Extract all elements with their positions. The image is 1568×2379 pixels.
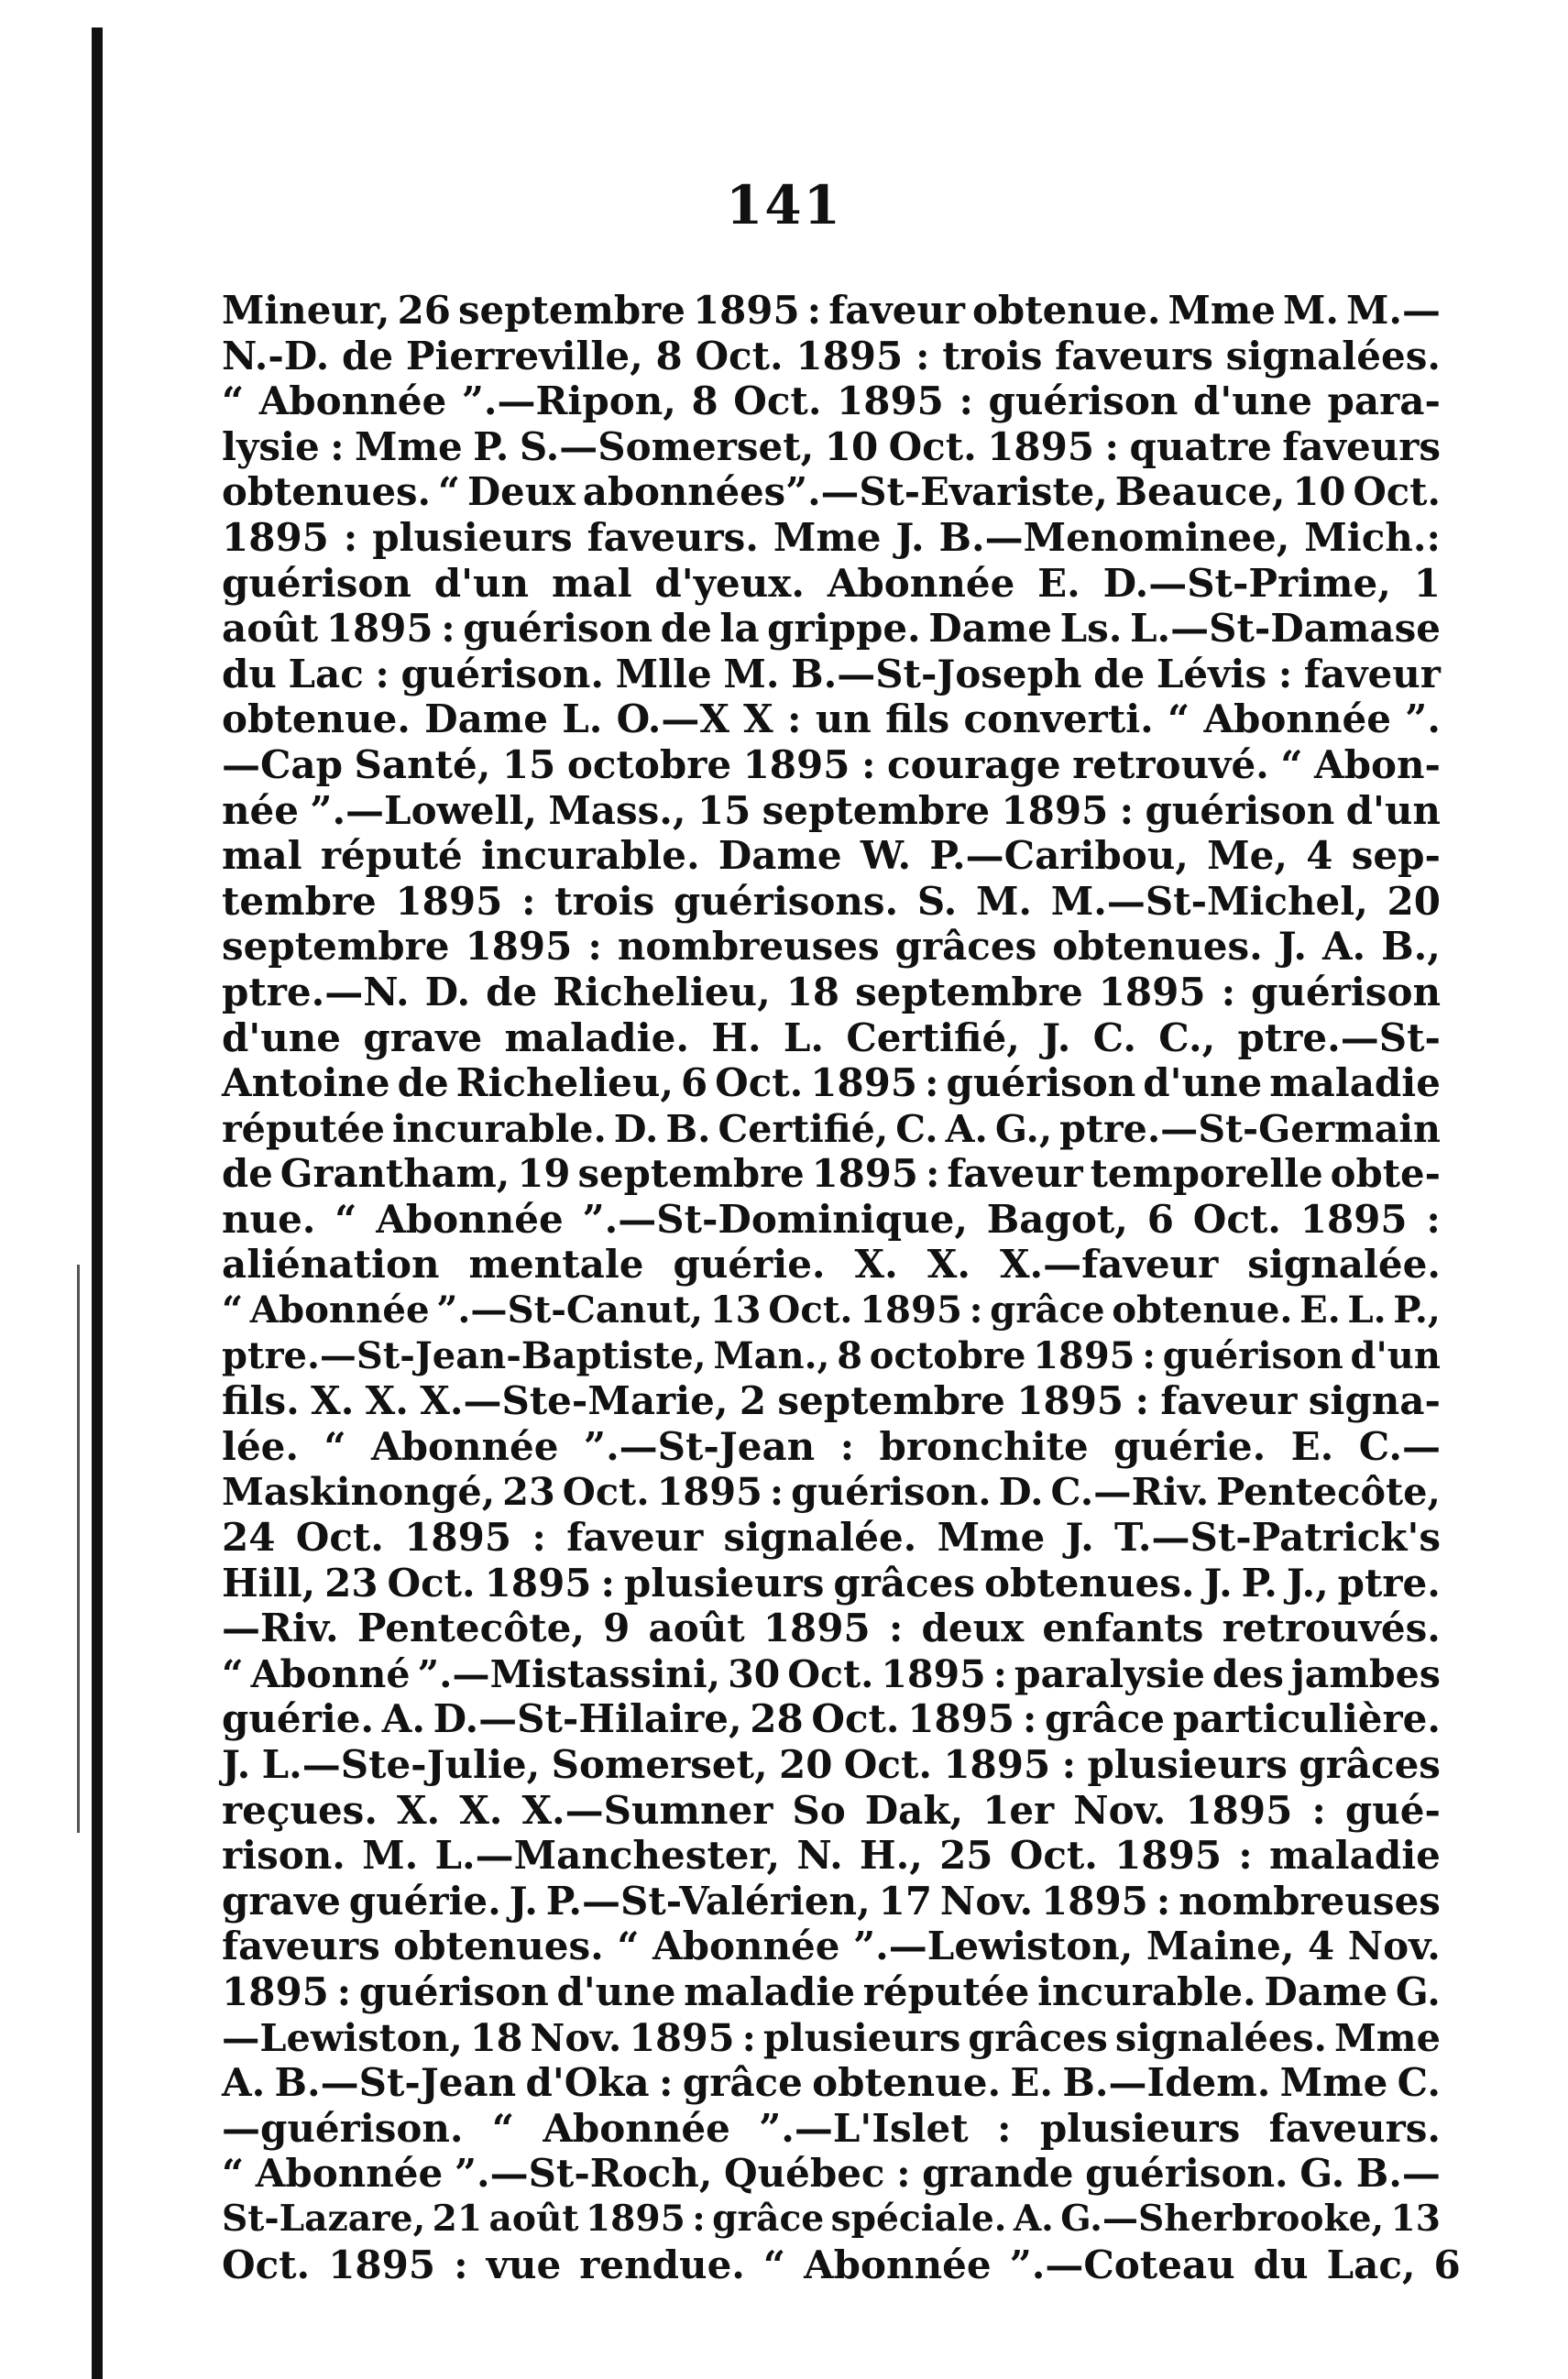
text-line: 1895 : plusieurs faveurs. Mme J. B.—Menominee, Mich.: [222,514,1441,560]
text-line: faveurs obtenues. “ Abonnée ”.—Lewiston, Maine, 4 Nov. [222,1924,1441,1969]
text-line: reçues. X. X. X.—Sumner So Dak, 1er Nov. 1895 : gué- [222,1787,1441,1833]
text-line: Antoine de Richelieu, 6 Oct. 1895 : guérison d'une maladie [222,1060,1441,1106]
text-line: lysie : Mme P. S.—Somerset, 10 Oct. 1895 : quatre faveurs [222,423,1441,469]
text-line: “ Abonnée ”.—Ripon, 8 Oct. 1895 : guérison d'une para- [222,378,1441,424]
body-text [222,288,1461,2287]
text-line: rison. M. L.—Manchester, N. H., 25 Oct. 1895 : maladie [222,1833,1441,1879]
text-line: —Lewiston, 18 Nov. 1895 : plusieurs grâces signalées. Mme [222,2014,1441,2060]
binding-shadow [77,1265,80,1833]
binding-edge [92,27,103,2379]
text-line: mal réputé incurable. Dame W. P.—Caribou, Me, 4 sep- [222,833,1441,879]
text-line: obtenues. “ Deux abonnées”.—St-Evariste, Beauce, 10 Oct. [222,469,1441,515]
text-line: Maskinongé, 23 Oct. 1895 : guérison. D. C.—Riv. Pentecôte, [222,1469,1441,1515]
text-line: J. L.—Ste-Julie, Somerset, 20 Oct. 1895 : plusieurs grâces [222,1742,1441,1787]
text-line: née ”.—Lowell, Mass., 15 septembre 1895 : guérison d'un [222,787,1441,833]
text-line: Oct. 1895 : vue rendue. “ Abonnée ”.—Coteau du Lac, 6 [222,2242,1461,2287]
text-line: Mineur, 26 septembre 1895 : faveur obtenue. Mme M. M.— [222,288,1441,333]
text-line: —Cap Santé, 15 octobre 1895 : courage retrouvé. “ Abon- [222,741,1441,787]
text-line: obtenue. Dame L. O.—X X : un fils converti. “ Abonnée ”. [222,696,1441,742]
text-line: fils. X. X. X.—Ste-Marie, 2 septembre 1895 : faveur signa- [222,1378,1441,1424]
text-line: “ Abonnée ”.—St-Canut, 13 Oct. 1895 : grâce obtenue. E. L. P., [222,1288,1441,1332]
page-number: 141 [725,174,843,236]
text-line: lée. “ Abonnée ”.—St-Jean : bronchite guérie. E. C.— [222,1423,1441,1469]
text-line: A. B.—St-Jean d'Oka : grâce obtenue. E. B.—Idem. Mme C. [222,2060,1441,2106]
text-line: ptre.—N. D. de Richelieu, 18 septembre 1895 : guérison [222,969,1441,1014]
text-line: “ Abonné ”.—Mistassini, 30 Oct. 1895 : paralysie des jambes [222,1650,1441,1696]
text-line: Hill, 23 Oct. 1895 : plusieurs grâces obtenues. J. P. J., ptre. [222,1560,1441,1606]
text-line: St-Lazare, 21 août 1895 : grâce spéciale. A. G.—Sherbrooke, 13 [222,2197,1441,2240]
text-line: août 1895 : guérison de la grippe. Dame Ls. L.—St-Damase [222,606,1441,652]
text-line: 24 Oct. 1895 : faveur signalée. Mme J. T.—St-Patrick's [222,1515,1441,1561]
text-line: —Riv. Pentecôte, 9 août 1895 : deux enfants retrouvés. [222,1606,1441,1651]
text-line: aliénation mentale guérie. X. X. X.—faveur signalée. [222,1242,1441,1288]
text-line: réputée incurable. D. B. Certifié, C. A. G., ptre.—St-Germain [222,1105,1441,1151]
text-line: ptre.—St-Jean-Baptiste, Man., 8 octobre 1895 : guérison d'un [222,1333,1441,1377]
text-line: guérie. A. D.—St-Hilaire, 28 Oct. 1895 : grâce particulière. [222,1696,1441,1742]
text-line: tembre 1895 : trois guérisons. S. M. M.—St-Michel, 20 [222,878,1441,924]
text-line: “ Abonnée ”.—St-Roch, Québec : grande guérison. G. B.— [222,2151,1441,2197]
text-line: nue. “ Abonnée ”.—St-Dominique, Bagot, 6 Oct. 1895 : [222,1196,1441,1242]
text-line: septembre 1895 : nombreuses grâces obtenues. J. A. B., [222,924,1441,970]
text-line: grave guérie. J. P.—St-Valérien, 17 Nov. 1895 : nombreuses [222,1878,1441,1924]
text-line: 1895 : guérison d'une maladie réputée incurable. Dame G. [222,1968,1441,2014]
text-line: du Lac : guérison. Mlle M. B.—St-Joseph de Lévis : faveur [222,651,1441,696]
text-line: de Grantham, 19 septembre 1895 : faveur temporelle obte- [222,1151,1441,1197]
text-line: N.-D. de Pierreville, 8 Oct. 1895 : trois faveurs signalées. [222,333,1441,378]
text-line: guérison d'un mal d'yeux. Abonnée E. D.—St-Prime, 1 [222,560,1441,606]
text-line: d'une grave maladie. H. L. Certifié, J. C. C., ptre.—St- [222,1014,1441,1060]
text-line: —guérison. “ Abonnée ”.—L'Islet : plusieurs faveurs. [222,2105,1441,2151]
